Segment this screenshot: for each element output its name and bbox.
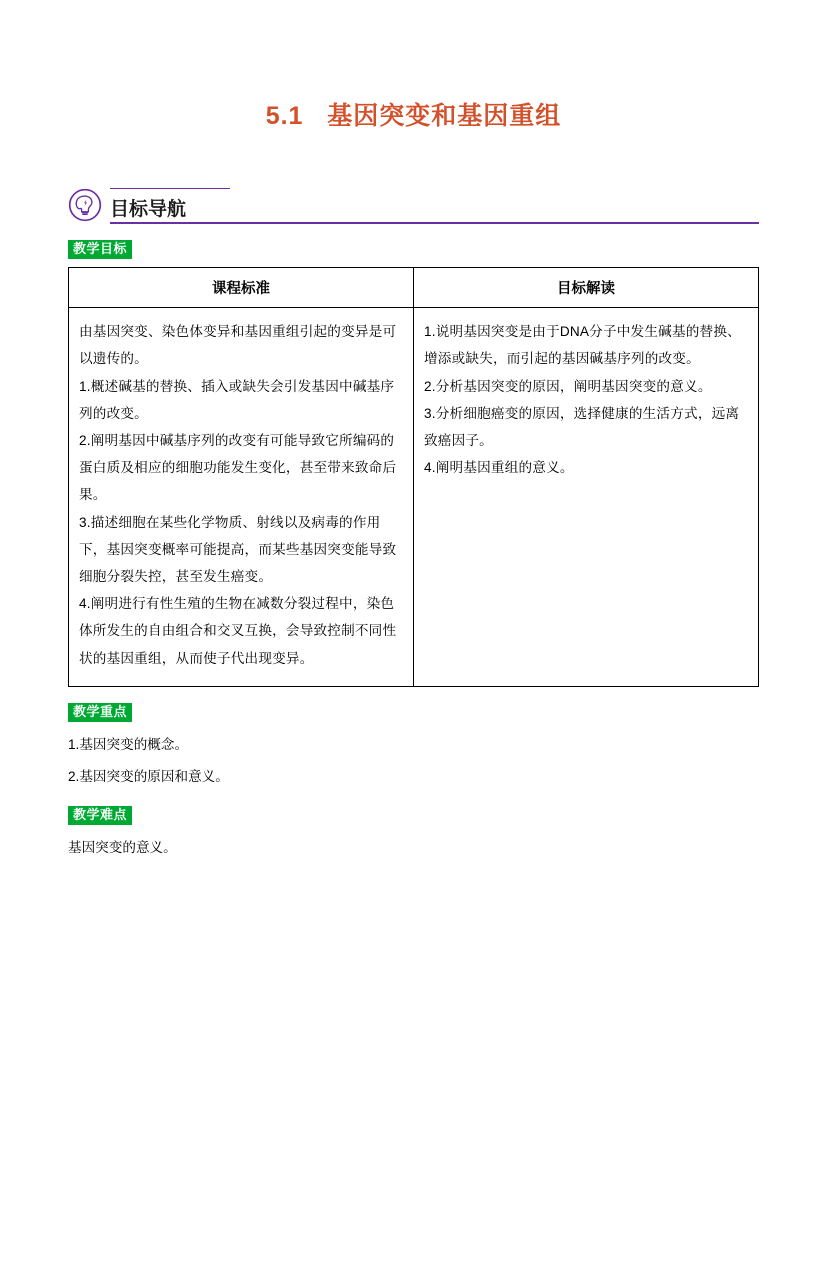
section-heading: 目标导航 <box>110 199 187 220</box>
interpretation-item-2: 3.分析细胞癌变的原因，选择健康的生活方式，远离致癌因子。 <box>424 405 740 449</box>
standard-item-2: 2.阐明基因中碱基序列的改变有可能导致它所编码的蛋白质及相应的细胞功能发生变化，甚至带来致命后果。 <box>79 433 397 503</box>
document-page <box>0 96 827 1265</box>
interpretation-item-1: 2.分析基因突变的原因，阐明基因突变的意义。 <box>424 378 712 394</box>
table-row <box>69 308 759 686</box>
section-rule <box>110 222 759 224</box>
goals-table <box>68 267 759 686</box>
tag-teaching-key: 教学重点 <box>68 703 132 722</box>
head-lightbulb-icon <box>68 188 102 222</box>
key-point-0: 1.基因突变的概念。 <box>68 737 189 753</box>
section-header-目标导航 <box>68 184 759 224</box>
standard-item-1: 1.概述碱基的替换、插入或缺失会引发基因中碱基序列的改变。 <box>79 378 395 421</box>
table-header-row <box>69 268 759 308</box>
interpretation-item-3: 4.阐明基因重组的意义。 <box>424 460 574 476</box>
table-cell-standard <box>69 308 414 686</box>
table-cell-interpretation <box>414 308 759 686</box>
standard-item-4: 4.阐明进行有性生殖的生物在减数分裂过程中，染色体所发生的自由组合和交叉互换，会导致控制不同性状的基因重组，从而使子代出现变异。 <box>79 596 397 666</box>
page-title-text: 基因突变和基因重组 <box>327 102 562 130</box>
interpretation-item-0: 1.说明基因突变是由于DNA分子中发生碱基的替换、增添或缺失，而引起的基因碱基序列的改变。 <box>424 324 741 367</box>
page-title-number: 5.1 <box>265 102 304 130</box>
tag-teaching-goals: 教学目标 <box>68 240 132 259</box>
tag-teaching-difficulty: 教学难点 <box>68 806 132 825</box>
page-title <box>68 96 759 132</box>
standard-item-3: 3.描述细胞在某些化学物质、射线以及病毒的作用下，基因突变概率可能提高，而某些基因突变能导致细胞分裂失控，甚至发生癌变。 <box>79 514 397 584</box>
section-rule-top <box>110 188 230 189</box>
table-header-cell-standard: 课程标准 <box>69 268 414 308</box>
standard-item-0: 由基因突变、染色体变异和基因重组引起的变异是可以遗传的。 <box>79 324 397 367</box>
key-point-1: 2.基因突变的原因和意义。 <box>68 768 229 784</box>
table-header-cell-interpretation: 目标解读 <box>414 268 759 308</box>
difficulty-point-0: 基因突变的意义。 <box>68 839 177 855</box>
